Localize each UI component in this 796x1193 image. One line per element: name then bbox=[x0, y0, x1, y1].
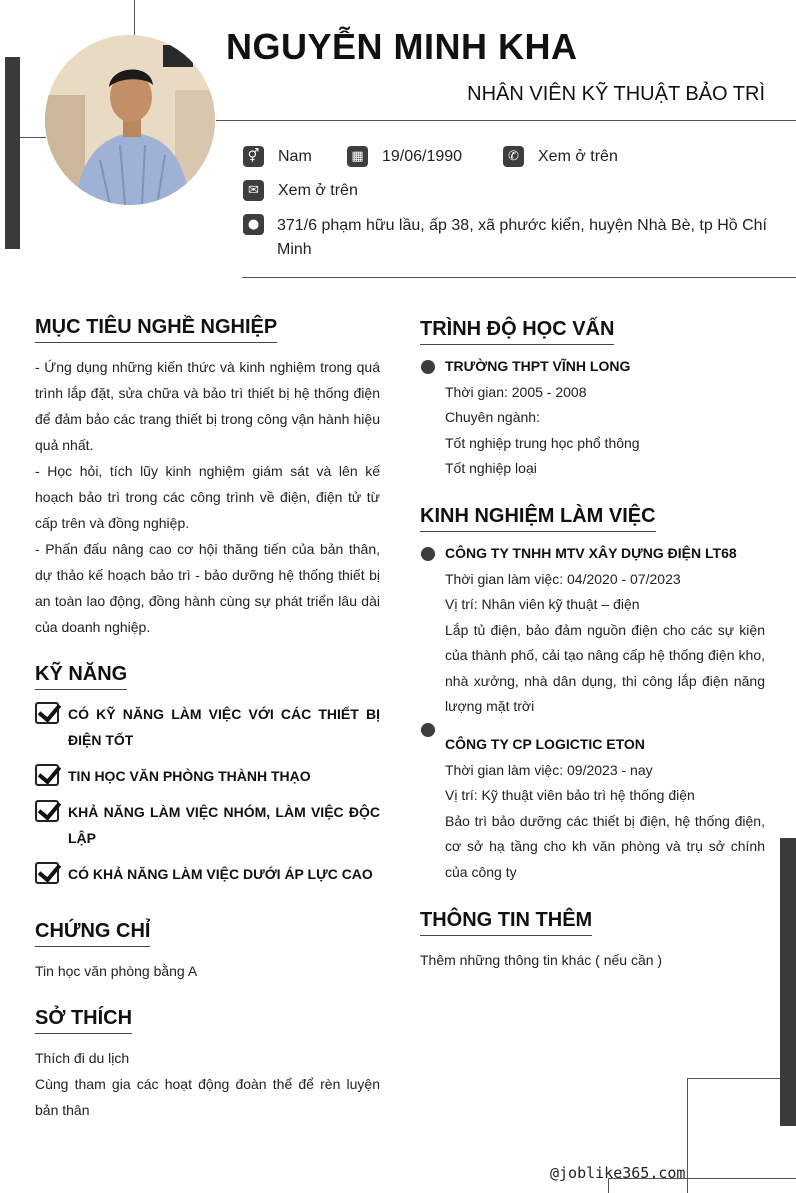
location-icon: ● bbox=[243, 214, 264, 235]
job-position: Vị trí: Kỹ thuật viên bảo trì hệ thống điện bbox=[445, 787, 695, 803]
experience-heading: KINH NGHIỆM LÀM VIỆC bbox=[420, 505, 656, 532]
experience-entry bbox=[445, 732, 765, 885]
education-grade: Tốt nghiệp loại bbox=[445, 460, 537, 476]
checkbox-icon bbox=[35, 702, 59, 724]
gender-icon: ⚥ bbox=[243, 146, 264, 167]
decor-bar-right bbox=[780, 838, 796, 1126]
skill-item bbox=[35, 861, 380, 887]
decor-bar-left bbox=[5, 57, 20, 249]
checkbox-icon bbox=[35, 764, 59, 786]
birthday-value: 19/06/1990 bbox=[382, 147, 463, 165]
education-heading: TRÌNH ĐỘ HỌC VẤN bbox=[420, 318, 614, 345]
watermark: @joblike365.com bbox=[550, 1164, 686, 1182]
company-name: CÔNG TY TNHH MTV XÂY DỰNG ĐIỆN LT68 bbox=[445, 545, 737, 561]
certificate-text: Tin học văn phòng bằng A bbox=[35, 963, 198, 979]
decor-line bbox=[687, 1078, 688, 1193]
objective-text bbox=[35, 354, 380, 640]
objective-paragraph: - Học hỏi, tích lũy kinh nghiệm giám sát và lên kế hoạch bảo trì trong các công trình về điện, điện tử từ cấp trên và đồng nghiệp. bbox=[35, 463, 380, 531]
checkbox-icon bbox=[35, 862, 59, 884]
certificates-heading: CHỨNG CHỈ bbox=[35, 920, 150, 947]
bullet-icon bbox=[421, 360, 435, 374]
address-value: 371/6 phạm hữu lầu, ấp 38, xã phước kiển, huyện Nhà Bè, tp Hồ Chí Minh bbox=[277, 217, 767, 258]
objective-heading: MỤC TIÊU NGHỀ NGHIỆP bbox=[35, 316, 277, 343]
skill-text: KHẢ NĂNG LÀM VIỆC NHÓM, LÀM VIỆC ĐỘC LẬP bbox=[68, 804, 380, 846]
email-value: Xem ở trên bbox=[278, 181, 358, 199]
job-time: Thời gian làm việc: 04/2020 - 07/2023 bbox=[445, 570, 681, 587]
location-row bbox=[243, 214, 278, 235]
extra-info-text: Thêm những thông tin khác ( nếu cần ) bbox=[420, 952, 663, 968]
contact-divider bbox=[242, 277, 796, 278]
education-entry bbox=[445, 354, 765, 482]
phone-row bbox=[503, 146, 618, 167]
birthday-row bbox=[347, 146, 462, 167]
phone-icon: ✆ bbox=[503, 146, 524, 167]
gender-row bbox=[243, 146, 312, 167]
hobby-line: Thích đi du lịch bbox=[35, 1050, 130, 1066]
decor-line bbox=[687, 1078, 780, 1079]
bullet-icon bbox=[421, 723, 435, 737]
profile-photo-art bbox=[45, 35, 215, 205]
school-name: TRƯỜNG THPT VĨNH LONG bbox=[445, 358, 631, 374]
education-degree: Tốt nghiệp trung học phổ thông bbox=[445, 434, 640, 451]
hobby-line: Cùng tham gia các hoạt động đoàn thể để rèn luyện bản thân bbox=[35, 1076, 380, 1118]
header-divider bbox=[216, 120, 796, 121]
objective-paragraph: - Ứng dụng những kiến thức và kinh nghiệm trong quá trình lắp đặt, sửa chữa và bảo trì thiết bị hệ thống điện để đảm bảo các trang thiết bị trong công vận hành hiệu quả nhất. bbox=[35, 359, 380, 453]
job-title: NHÂN VIÊN KỸ THUẬT BẢO TRÌ bbox=[467, 83, 765, 105]
skill-text: CÓ KHẢ NĂNG LÀM VIỆC DƯỚI ÁP LỰC CAO bbox=[68, 866, 373, 882]
objective-paragraph: - Phấn đấu nâng cao cơ hội thăng tiến của bản thân, dự thảo kế hoạch bảo trì - bảo dưỡng hệ thống thiết bị an toàn lao động, đồng hành cùng sự phát triển lâu dài của doanh nghiệp. bbox=[35, 541, 380, 635]
bullet-icon bbox=[421, 547, 435, 561]
skills-heading: KỸ NĂNG bbox=[35, 663, 127, 690]
skill-text: TIN HỌC VĂN PHÒNG THÀNH THẠO bbox=[68, 768, 311, 784]
phone-value: Xem ở trên bbox=[538, 147, 618, 165]
company-name: CÔNG TY CP LOGICTIC ETON bbox=[445, 736, 645, 752]
skill-item bbox=[35, 799, 380, 851]
job-position: Vị trí: Nhân viên kỹ thuật – điện bbox=[445, 596, 640, 612]
job-description: Bảo trì bảo dưỡng các thiết bị điện, hệ thống điện, cơ sở hạ tầng cho kh văn phòng và trụ sở chính của công ty bbox=[445, 812, 765, 880]
mail-icon: ✉ bbox=[243, 180, 264, 201]
job-description: Lắp tủ điện, bảo đảm nguồn điện cho các sự kiện của thành phố, cải tạo nâng cấp hệ thống điện kho, nhà xưởng, nhà dân dụng, thi công lắp điện năng lượng mặt trời bbox=[445, 621, 765, 714]
hobbies-text bbox=[35, 1045, 380, 1123]
skill-item bbox=[35, 763, 380, 789]
experience-entry bbox=[445, 541, 765, 720]
skill-text: CÓ KỸ NĂNG LÀM VIỆC VỚI CÁC THIẾT BỊ ĐIỆN TỐT bbox=[68, 706, 380, 748]
education-time: Thời gian: 2005 - 2008 bbox=[445, 383, 587, 400]
checkbox-icon bbox=[35, 800, 59, 822]
gender-value: Nam bbox=[278, 147, 312, 165]
decor-line bbox=[20, 137, 46, 138]
skill-item bbox=[35, 701, 380, 753]
decor-line bbox=[134, 0, 135, 36]
job-time: Thời gian làm việc: 09/2023 - nay bbox=[445, 761, 653, 778]
email-row bbox=[243, 180, 358, 201]
candidate-name: NGUYỄN MINH KHA bbox=[226, 26, 578, 67]
profile-photo bbox=[45, 35, 215, 205]
education-major: Chuyên ngành: bbox=[445, 409, 540, 425]
calendar-icon: ▦ bbox=[347, 146, 368, 167]
hobbies-heading: SỞ THÍCH bbox=[35, 1007, 132, 1034]
extra-info-heading: THÔNG TIN THÊM bbox=[420, 909, 592, 936]
